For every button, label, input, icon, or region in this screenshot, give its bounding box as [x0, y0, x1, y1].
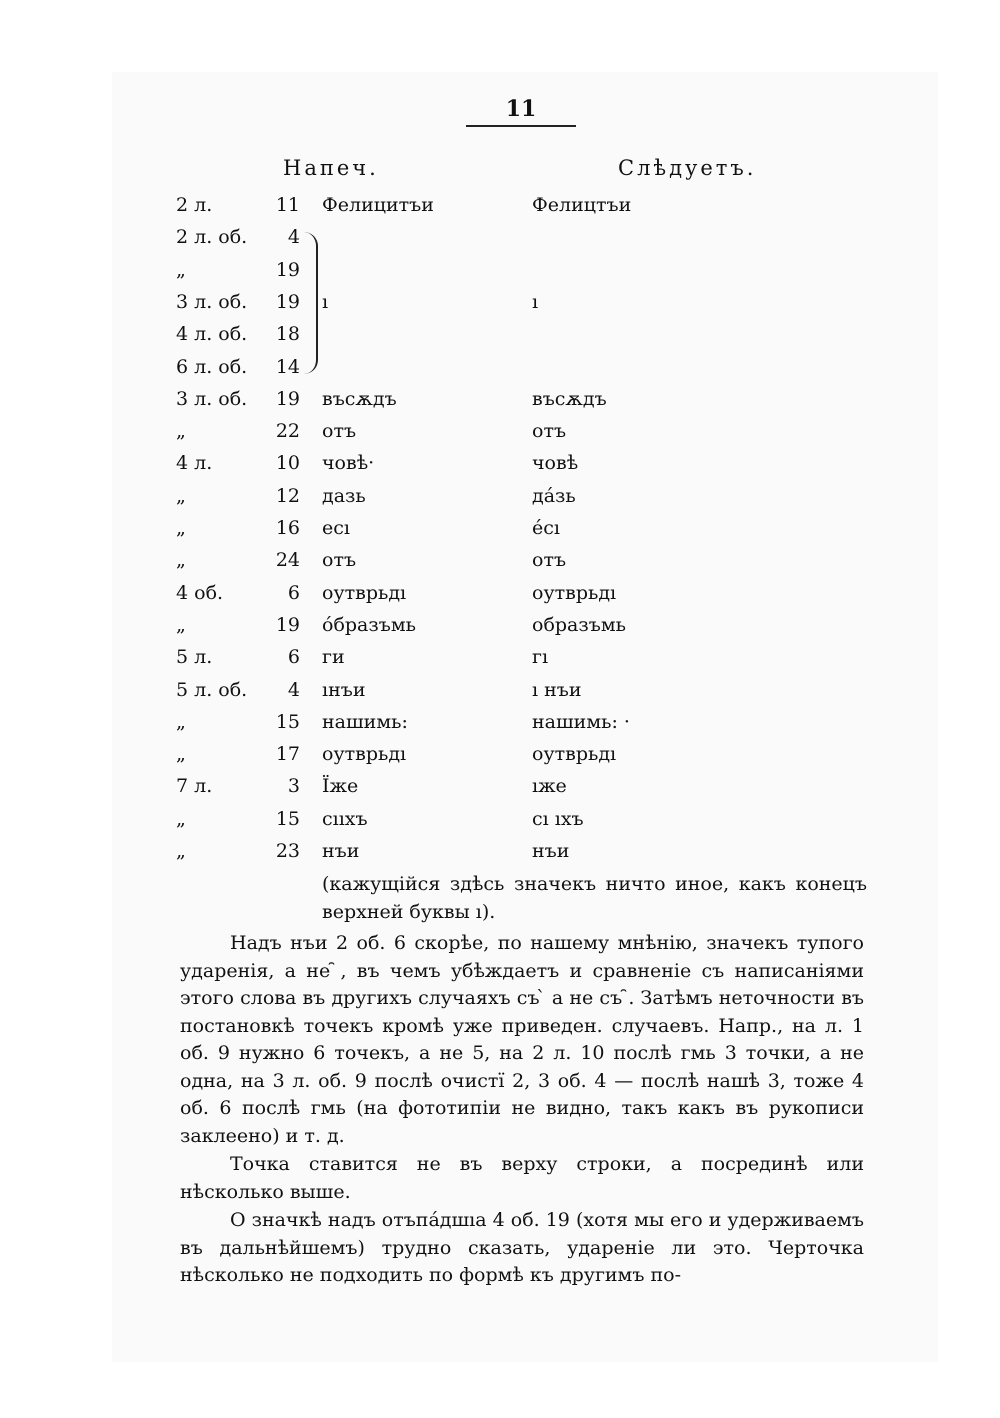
errata-row — [0, 517, 1000, 549]
row-corrected: ı нъи — [532, 678, 582, 701]
page-number-rule — [466, 125, 576, 127]
row-location: „ — [176, 807, 186, 830]
row-corrected: да́зь — [532, 484, 576, 507]
errata-row — [0, 485, 1000, 517]
row-location: „ — [176, 743, 186, 766]
row-corrected: оутврьдı — [532, 743, 617, 766]
row-printed: о́бразъмь — [322, 613, 416, 636]
row-location: 5 л. об. — [176, 678, 248, 701]
row-corrected: нъи — [532, 840, 570, 862]
row-location: „ — [176, 549, 186, 572]
errata-row — [0, 808, 1000, 840]
row-line: 24 — [275, 549, 300, 572]
row-printed: ıнъи — [322, 678, 366, 701]
row-corrected: е́сı — [532, 517, 560, 539]
row-line: 19 — [275, 258, 300, 281]
row-corrected: гı — [532, 646, 549, 669]
row-printed: есı — [322, 517, 350, 539]
row-printed: човѣ· — [322, 452, 375, 475]
errata-row — [0, 452, 1000, 484]
row-printed: Фелицитъи — [322, 194, 434, 216]
row-printed: ги — [322, 646, 345, 669]
row-location: 2 л. — [176, 194, 213, 216]
row-location: 4 л. об. — [176, 323, 248, 346]
row-printed: оутврьдı — [322, 743, 407, 766]
row-location: „ — [176, 484, 186, 507]
paragraph-2: Точка ставится не въ верху строки, а посрединѣ или нѣсколько выше. — [180, 1153, 864, 1203]
row-location: „ — [176, 710, 186, 733]
header-corrected: Слѣдуетъ. — [618, 156, 757, 180]
row-location: 7 л. — [176, 775, 213, 798]
paragraph-1: Надъ нъи 2 об. 6 скорѣе, по нашему мнѣнію, значекъ тупого ударенія, а не ̑, въ чемъ убѣждаетъ и сравненіе съ написаніями этого слова въ другихъ случаяхъ съ ̀ а не съ ̑. Затѣмъ неточности въ постановкѣ точекъ кромѣ уже приведен. случаевъ. Напр., на л. 1 об. 9 нужно 6 точекъ, а не 5, на 2 л. 10 послѣ гмь 3 точки, а не одна, на 3 л. об. 9 послѣ очистї 2, 3 об. 4 — послѣ нашѣ 3, тоже 4 об. 6 послѣ гмь (на фототипіи не видно, такъ какъ въ рукописи заклеено) и т. д. — [180, 932, 864, 1147]
row-line: 22 — [275, 420, 300, 443]
header-printed: Напеч. — [283, 156, 379, 180]
row-corrected: отъ — [532, 549, 567, 572]
errata-row — [0, 775, 1000, 807]
row-line: 6 — [287, 646, 300, 669]
row-printed: оутврьдı — [322, 581, 407, 604]
row-corrected: човѣ — [532, 452, 579, 475]
row-location: 3 л. об. — [176, 290, 248, 313]
errata-note: (кажущійся здѣсь значекъ ничто иное, какъ конецъ верхней буквы ı). — [322, 873, 867, 923]
row-printed: сııхъ — [322, 807, 368, 830]
row-line: 19 — [275, 387, 300, 410]
row-location: 5 л. — [176, 646, 213, 669]
row-corrected: оутврьдı — [532, 581, 617, 604]
row-printed: дазь — [322, 484, 366, 507]
row-printed: нъи — [322, 840, 360, 862]
row-printed: отъ — [322, 549, 357, 572]
row-line: 16 — [275, 517, 300, 539]
errata-row — [0, 194, 1000, 226]
row-line: 12 — [275, 484, 300, 507]
row-location: „ — [176, 420, 186, 443]
row-line: 3 — [287, 775, 300, 798]
errata-row — [0, 646, 1000, 678]
errata-row — [0, 291, 1000, 323]
errata-row — [0, 356, 1000, 388]
errata-row — [0, 420, 1000, 452]
errata-row — [0, 259, 1000, 291]
row-line: 23 — [275, 840, 300, 862]
errata-row — [0, 711, 1000, 743]
row-location: 2 л. об. — [176, 226, 248, 249]
errata-row — [0, 840, 1000, 872]
row-printed: Їже — [322, 775, 359, 798]
row-printed: въсѫдъ — [322, 387, 397, 410]
row-corrected: въсѫдъ — [532, 387, 607, 410]
row-line: 15 — [275, 710, 300, 733]
paragraph-3: О значкѣ надъ отъпа́дшıа 4 об. 19 (хотя мы его и удерживаемъ въ дальнѣйшемъ) трудно сказать, удареніе ли это. Черточка нѣсколько не подходить по формѣ къ другимъ по- — [180, 1209, 864, 1286]
row-line: 14 — [275, 355, 300, 378]
row-location: 4 об. — [176, 581, 224, 604]
grouping-brace — [302, 232, 318, 374]
row-printed: отъ — [322, 420, 357, 443]
row-corrected: образъмь — [532, 613, 626, 636]
row-corrected: нашимь: · — [532, 710, 630, 733]
row-corrected: отъ — [532, 420, 567, 443]
row-location: 3 л. об. — [176, 387, 248, 410]
row-printed: ı — [322, 290, 329, 313]
errata-row — [0, 323, 1000, 355]
row-line: 4 — [287, 678, 300, 701]
row-line: 15 — [275, 807, 300, 830]
errata-row — [0, 549, 1000, 581]
row-location: 4 л. — [176, 452, 213, 475]
row-location: „ — [176, 613, 186, 636]
errata-row — [0, 743, 1000, 775]
row-line: 18 — [275, 323, 300, 346]
errata-row — [0, 679, 1000, 711]
page-number: 11 — [505, 96, 537, 122]
errata-row — [0, 388, 1000, 420]
row-corrected: сı ıхъ — [532, 807, 584, 830]
errata-row — [0, 582, 1000, 614]
errata-row — [0, 226, 1000, 258]
row-line: 10 — [275, 452, 300, 475]
row-line: 6 — [287, 581, 300, 604]
row-location: „ — [176, 517, 186, 539]
row-corrected: ıже — [532, 775, 567, 798]
row-printed: нашимь: — [322, 710, 408, 733]
row-line: 19 — [275, 613, 300, 636]
row-line: 19 — [275, 290, 300, 313]
errata-row — [0, 614, 1000, 646]
row-location: 6 л. об. — [176, 355, 248, 378]
row-line: 17 — [275, 743, 300, 766]
row-line: 4 — [287, 226, 300, 249]
row-location: „ — [176, 840, 186, 862]
row-location: „ — [176, 258, 186, 281]
row-corrected: ı — [532, 290, 539, 313]
row-line: 11 — [275, 194, 300, 216]
row-corrected: Фелицтъи — [532, 194, 632, 216]
